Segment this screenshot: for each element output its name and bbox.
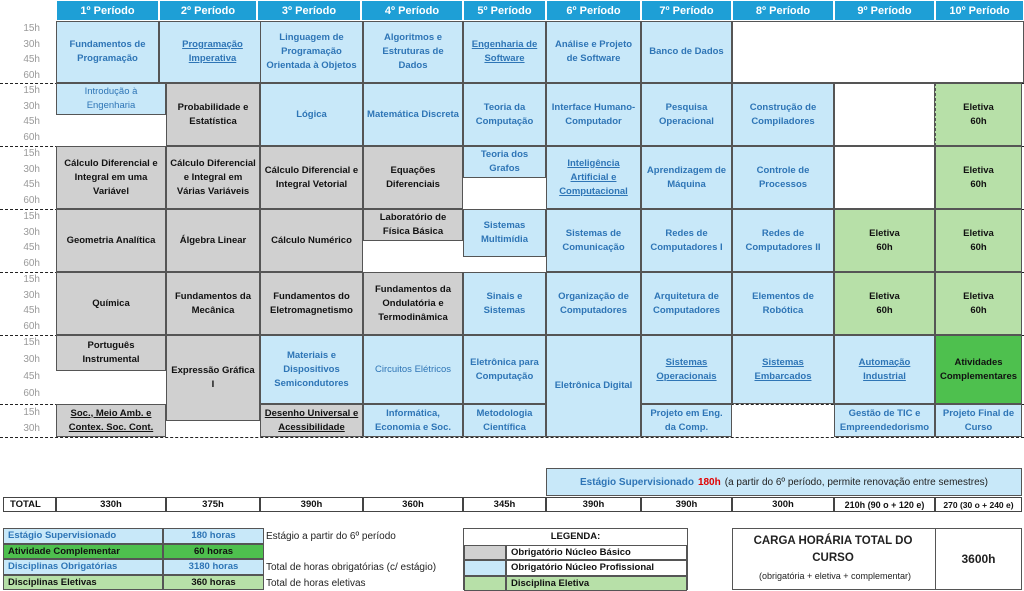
course-sinais-sistemas[interactable]: Sinais e Sistemas — [463, 272, 546, 335]
course-redes-1[interactable]: Redes de Computadores I — [641, 209, 732, 272]
summary-note-estagio: Estágio a partir do 6º período — [266, 530, 396, 542]
summary-obrigatorias-label: Disciplinas Obrigatórias — [3, 559, 163, 575]
course-eletiva-p10-2[interactable] — [935, 146, 1022, 209]
tick: 60h — [23, 131, 40, 143]
summary-complementar-value: 60 horas — [163, 544, 264, 560]
total-p8: 300h — [732, 497, 834, 512]
course-quimica[interactable]: Química — [56, 272, 166, 335]
summary-estagio-value: 180 horas — [163, 528, 264, 544]
course-calculo-numerico[interactable]: Cálculo Numérico — [260, 209, 363, 272]
tick: 45h — [23, 305, 40, 316]
legend-swatch-basico — [464, 545, 506, 561]
eletiva-hours: 60h — [970, 178, 987, 190]
estagio-label: Estágio Supervisionado — [580, 476, 694, 488]
divider — [0, 437, 1024, 438]
tick: 30h — [23, 289, 40, 301]
summary-estagio-label: Estágio Supervisionado — [3, 528, 163, 544]
total-p4: 360h — [363, 497, 463, 512]
course-calculo-2[interactable]: Cálculo Diferencial e Integral em Várias Variáveis — [166, 146, 260, 209]
eletiva-label: Eletiva — [963, 101, 994, 113]
course-engenharia-software[interactable]: Engenharia de Software — [463, 21, 546, 83]
estagio-note: (a partir do 6º período, permite renovação entre semestres) — [724, 476, 988, 488]
course-materiais-semicondutores[interactable]: Materiais e Dispositivos Semicondutores — [260, 335, 363, 404]
course-eletiva-p10-3[interactable] — [935, 209, 1022, 272]
period-header-10: 10º Período — [935, 0, 1024, 21]
course-atividades-complementares[interactable]: Atividades Complementares — [935, 335, 1022, 404]
course-informatica-economia[interactable]: Informática, Economia e Soc. — [363, 404, 463, 437]
course-algebra-linear[interactable]: Álgebra Linear — [166, 209, 260, 272]
course-equacoes-diferenciais[interactable]: Equações Diferenciais — [363, 146, 463, 209]
course-metodologia-cientifica[interactable]: Metodologia Científica — [463, 404, 546, 437]
period-header-8: 8º Período — [732, 0, 834, 21]
legend-swatch-eletiva — [464, 576, 506, 591]
period-header-2: 2º Período — [159, 0, 257, 21]
course-fundamentos-programacao[interactable]: Fundamentos de Programação — [56, 21, 159, 83]
course-portugues-instrumental[interactable]: Português Instrumental — [56, 335, 166, 371]
course-circuitos-eletricos[interactable]: Circuitos Elétricos — [363, 335, 463, 404]
course-ondulatoria-termodinamica[interactable]: Fundamentos da Ondulatória e Termodinâmica — [363, 272, 463, 335]
period-header-5: 5º Período — [463, 0, 546, 21]
eletiva-hours: 60h — [876, 241, 893, 253]
course-projeto-eng-comp[interactable]: Projeto em Eng. da Comp. — [641, 404, 732, 437]
tick: 45h — [23, 116, 40, 127]
legend-title: LEGENDA: — [550, 531, 601, 543]
eletiva-hours: 60h — [970, 304, 987, 316]
legend-profissional-label: Obrigatório Núcleo Profissional — [506, 560, 687, 576]
tick: 60h — [23, 388, 40, 399]
summary-complementar-label: Atividade Complementar — [3, 544, 163, 560]
tick: 15h — [23, 337, 40, 348]
tick: 30h — [23, 354, 40, 365]
tick: 30h — [23, 423, 40, 434]
course-inteligencia-artificial[interactable]: Inteligência Artificial e Computacional — [546, 146, 641, 209]
course-sistemas-multimidia[interactable]: Sistemas Multimídia — [463, 209, 546, 257]
eletiva-hours: 60h — [876, 304, 893, 316]
estagio-banner — [546, 468, 1022, 496]
course-projeto-final[interactable]: Projeto Final de Curso — [935, 404, 1022, 437]
course-eletiva-p9-1[interactable] — [834, 209, 935, 272]
eletiva-label: Eletiva — [869, 290, 900, 302]
course-logica[interactable]: Lógica — [260, 83, 363, 146]
course-controle-processos[interactable]: Controle de Processos — [732, 146, 834, 209]
course-eletromagnetismo[interactable]: Fundamentos do Eletromagnetismo — [260, 272, 363, 335]
course-teoria-computacao[interactable]: Teoria da Computação — [463, 83, 546, 146]
course-sistemas-embarcados[interactable]: Sistemas Embarcados — [732, 335, 834, 404]
tick: 60h — [23, 257, 40, 269]
course-arquitetura-computadores[interactable]: Arquitetura de Computadores — [641, 272, 732, 335]
period-header-4: 4º Período — [361, 0, 463, 21]
course-probabilidade-estatistica[interactable]: Probabilidade e Estatística — [166, 83, 260, 146]
summary-obrigatorias-value: 3180 horas — [163, 559, 264, 575]
legend — [463, 528, 688, 590]
empty-slot-p9-b3 — [834, 146, 935, 209]
course-linguagem-poo[interactable]: Linguagem de Programação Orientada à Objetos — [260, 21, 363, 83]
total-p3: 390h — [260, 497, 363, 512]
eletiva-label: Eletiva — [963, 227, 994, 239]
total-p5: 345h — [463, 497, 546, 512]
eletiva-label: Eletiva — [963, 290, 994, 302]
course-automacao-industrial[interactable]: Automação Industrial — [834, 335, 935, 404]
total-label: TOTAL — [3, 497, 56, 512]
course-calculo-1[interactable]: Cálculo Diferencial e Integral em uma Variável — [56, 146, 166, 209]
empty-slot-p8-top — [732, 21, 1024, 83]
empty-slot-p9-b2 — [834, 83, 935, 146]
hour-ticks — [0, 21, 56, 441]
carga-value: 3600h — [961, 552, 996, 566]
estagio-hours: 180h — [697, 476, 721, 488]
period-header-9: 9º Período — [834, 0, 935, 21]
eletiva-label: Eletiva — [963, 164, 994, 176]
legend-eletiva-label: Disciplina Eletiva — [506, 576, 687, 591]
course-expressao-grafica[interactable]: Expressão Gráfica I — [166, 335, 260, 421]
course-sistemas-comunicacao[interactable]: Sistemas de Comunicação — [546, 209, 641, 272]
eletiva-hours: 60h — [970, 115, 987, 127]
course-elementos-robotica[interactable]: Elementos de Robótica — [732, 272, 834, 335]
course-geometria-analitica[interactable]: Geometria Analítica — [56, 209, 166, 272]
tick: 30h — [23, 100, 40, 112]
period-header-row — [56, 0, 1024, 21]
period-header-7: 7º Período — [641, 0, 732, 21]
course-eletronica-digital[interactable]: Eletrônica Digital — [546, 335, 641, 437]
course-banco-dados[interactable]: Banco de Dados — [641, 21, 732, 83]
total-p1: 330h — [56, 497, 166, 512]
total-p9: 210h (90 o + 120 e) — [834, 497, 935, 512]
legend-basico-label: Obrigatório Núcleo Básico — [506, 545, 687, 561]
summary-table — [3, 528, 265, 590]
tick: 15h — [23, 23, 40, 34]
tick: 30h — [23, 226, 40, 238]
carga-subtitle: (obrigatória + eletiva + complementar) — [758, 571, 912, 581]
tick: 60h — [23, 320, 40, 332]
total-p2: 375h — [166, 497, 260, 512]
tick: 15h — [23, 274, 40, 285]
course-pesquisa-operacional[interactable]: Pesquisa Operacional — [641, 83, 732, 146]
course-teoria-grafos[interactable]: Teoria dos Grafos — [463, 146, 546, 178]
tick: 45h — [23, 242, 40, 253]
course-fundamentos-mecanica[interactable]: Fundamentos da Mecânica — [166, 272, 260, 335]
course-programacao-imperativa[interactable]: Programação Imperativa — [159, 21, 266, 83]
course-calculo-vetorial[interactable]: Cálculo Diferencial e Integral Vetorial — [260, 146, 363, 209]
course-introducao-engenharia[interactable]: Introdução à Engenharia — [56, 83, 166, 115]
tick: 15h — [23, 211, 40, 222]
course-eletiva-p9-2[interactable] — [834, 272, 935, 335]
eletiva-label: Eletiva — [869, 227, 900, 239]
course-sistemas-operacionais[interactable]: Sistemas Operacionais — [641, 335, 732, 404]
total-p10: 270 (30 o + 240 e) — [935, 497, 1022, 512]
carga-horaria-box — [732, 528, 1022, 590]
tick: 60h — [23, 194, 40, 206]
period-header-1: 1º Período — [56, 0, 159, 21]
eletiva-hours: 60h — [970, 241, 987, 253]
course-eletiva-p10-1[interactable] — [935, 83, 1022, 146]
course-algoritmos-estruturas[interactable]: Algoritmos e Estruturas de Dados — [363, 21, 463, 83]
summary-eletivas-value: 360 horas — [163, 575, 264, 591]
course-redes-2[interactable]: Redes de Computadores II — [732, 209, 834, 272]
course-matematica-discreta[interactable]: Matemática Discreta — [363, 83, 463, 146]
tick: 15h — [23, 148, 40, 159]
carga-title: CARGA HORÁRIA TOTAL DO CURSO — [753, 535, 913, 564]
tick: 45h — [23, 371, 40, 382]
course-sociedade-meio-ambiente[interactable]: Soc., Meio Amb. e Contex. Soc. Cont. — [56, 404, 166, 437]
course-aprendizagem-maquina[interactable]: Aprendizagem de Máquina — [641, 146, 732, 209]
summary-note-eletivas: Total de horas eletivas — [266, 577, 366, 589]
tick: 45h — [23, 54, 40, 65]
tick: 15h — [23, 85, 40, 96]
course-gestao-tic[interactable]: Gestão de TIC e Empreendedorismo — [834, 404, 935, 437]
course-eletiva-p10-4[interactable] — [935, 272, 1022, 335]
period-header-3: 3º Período — [257, 0, 361, 21]
summary-eletivas-label: Disciplinas Eletivas — [3, 575, 163, 591]
tick: 15h — [23, 407, 40, 418]
tick: 30h — [23, 38, 40, 50]
course-desenho-universal[interactable]: Desenho Universal e Acessibilidade — [260, 404, 363, 437]
tick: 60h — [23, 69, 40, 81]
totals-row — [0, 497, 1024, 512]
course-construcao-compiladores[interactable]: Construção de Compiladores — [732, 83, 834, 146]
course-ihc[interactable]: Interface Humano-Computador — [546, 83, 641, 146]
period-header-6: 6º Período — [546, 0, 641, 21]
tick: 45h — [23, 179, 40, 190]
legend-swatch-profissional — [464, 560, 506, 576]
course-eletronica-computacao[interactable]: Eletrônica para Computação — [463, 335, 546, 404]
total-p6: 390h — [546, 497, 641, 512]
course-organizacao-computadores[interactable]: Organização de Computadores — [546, 272, 641, 335]
total-p7: 390h — [641, 497, 732, 512]
tick: 30h — [23, 163, 40, 175]
summary-note-obrigatorias: Total de horas obrigatórias (c/ estágio) — [266, 561, 437, 573]
course-analise-projeto-software[interactable]: Análise e Projeto de Software — [546, 21, 641, 83]
course-lab-fisica[interactable]: Laboratório de Física Básica — [363, 209, 463, 241]
